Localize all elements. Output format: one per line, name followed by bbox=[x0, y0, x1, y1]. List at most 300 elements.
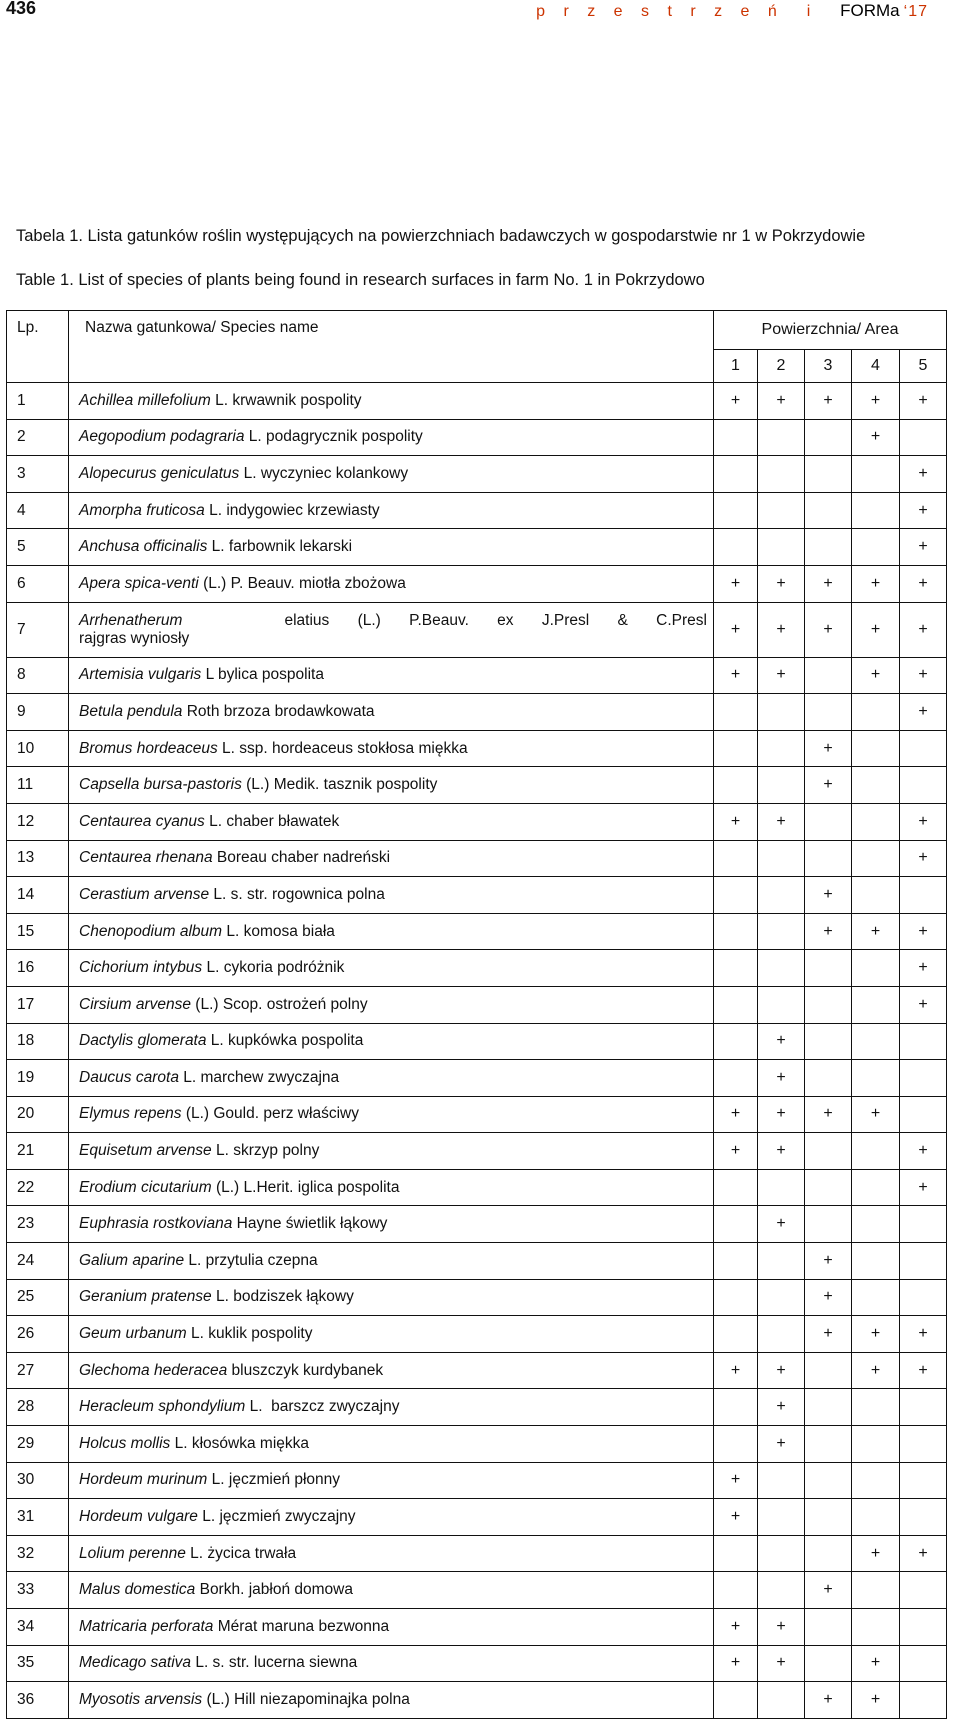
species-name-cell bbox=[69, 840, 714, 877]
row-lp: 21 bbox=[7, 1133, 69, 1170]
presence-cell bbox=[758, 913, 805, 950]
species-latin-name: Euphrasia rostkoviana bbox=[79, 1215, 233, 1233]
presence-cell bbox=[852, 1389, 900, 1426]
presence-cell: + bbox=[758, 602, 805, 657]
presence-cell bbox=[852, 529, 900, 566]
presence-cell: + bbox=[714, 383, 758, 420]
species-name-cell bbox=[69, 877, 714, 914]
species-latin-name: Geum urbanum bbox=[79, 1325, 187, 1343]
presence-cell bbox=[758, 1169, 805, 1206]
species-latin-name: Bromus hordeaceus bbox=[79, 739, 218, 757]
species-authority-common-name: L. ssp. hordeaceus stokłosa miękka bbox=[217, 739, 468, 757]
area-number: 1 bbox=[714, 350, 758, 383]
presence-cell bbox=[805, 1535, 852, 1572]
species-authority-common-name: L. chaber bławatek bbox=[204, 812, 340, 830]
presence-cell: + bbox=[758, 1133, 805, 1170]
species-name-cell bbox=[69, 694, 714, 731]
presence-cell bbox=[714, 877, 758, 914]
presence-cell: + bbox=[714, 1645, 758, 1682]
species-name-cell bbox=[69, 1426, 714, 1463]
presence-cell: + bbox=[714, 1352, 758, 1389]
presence-cell bbox=[852, 803, 900, 840]
species-authority-common-name: L. krwawnik pospolity bbox=[210, 391, 362, 409]
table-caption-en: Table 1. List of species of plants being found in research surfaces in farm No. 1 in Pokrzydowo bbox=[16, 271, 705, 289]
table-row bbox=[7, 1243, 947, 1280]
presence-cell bbox=[805, 1609, 852, 1646]
species-latin-name: Betula pendula bbox=[79, 702, 183, 720]
presence-cell: + bbox=[805, 730, 852, 767]
table-row bbox=[7, 657, 947, 694]
presence-cell bbox=[900, 1499, 947, 1536]
table-row bbox=[7, 1096, 947, 1133]
species-authority-common-name: (L.) Hill niezapominajka polna bbox=[202, 1690, 410, 1708]
row-lp: 9 bbox=[7, 694, 69, 731]
row-lp: 15 bbox=[7, 913, 69, 950]
species-name-cell bbox=[69, 730, 714, 767]
presence-cell bbox=[805, 803, 852, 840]
presence-cell bbox=[900, 1462, 947, 1499]
presence-cell bbox=[805, 1462, 852, 1499]
table-row bbox=[7, 950, 947, 987]
row-lp: 36 bbox=[7, 1682, 69, 1719]
presence-cell bbox=[900, 877, 947, 914]
row-lp: 28 bbox=[7, 1389, 69, 1426]
row-lp: 8 bbox=[7, 657, 69, 694]
species-name-cell bbox=[69, 602, 714, 657]
presence-cell bbox=[900, 1572, 947, 1609]
area-number: 4 bbox=[852, 350, 900, 383]
presence-cell: + bbox=[900, 840, 947, 877]
presence-cell bbox=[852, 730, 900, 767]
presence-cell bbox=[852, 1572, 900, 1609]
presence-cell: + bbox=[900, 1316, 947, 1353]
row-lp: 16 bbox=[7, 950, 69, 987]
presence-cell: + bbox=[900, 803, 947, 840]
species-latin-name: Centaurea cyanus bbox=[79, 812, 205, 830]
presence-cell: + bbox=[900, 492, 947, 529]
presence-cell: + bbox=[714, 565, 758, 602]
presence-cell bbox=[714, 1426, 758, 1463]
species-latin-name: Malus domestica bbox=[79, 1581, 196, 1599]
presence-cell bbox=[714, 1023, 758, 1060]
species-authority-common-name: L. s. str. lucerna siewna bbox=[191, 1654, 358, 1672]
presence-cell: + bbox=[714, 602, 758, 657]
species-name-cell bbox=[69, 456, 714, 493]
row-lp: 6 bbox=[7, 565, 69, 602]
presence-cell: + bbox=[805, 877, 852, 914]
presence-cell bbox=[805, 694, 852, 731]
presence-cell: + bbox=[900, 602, 947, 657]
header-area: Powierzchnia/ Area bbox=[714, 311, 947, 350]
species-name-cell bbox=[69, 1462, 714, 1499]
species-authority-common-name: Mérat maruna bezwonna bbox=[213, 1617, 390, 1635]
area-number: 3 bbox=[805, 350, 852, 383]
table-row bbox=[7, 1352, 947, 1389]
species-latin-name: Hordeum vulgare bbox=[79, 1508, 198, 1526]
species-name-cell bbox=[69, 529, 714, 566]
row-lp: 27 bbox=[7, 1352, 69, 1389]
presence-cell bbox=[714, 950, 758, 987]
species-latin-name: Heracleum sphondylium bbox=[79, 1398, 246, 1416]
presence-cell bbox=[758, 529, 805, 566]
row-lp: 17 bbox=[7, 986, 69, 1023]
table-row bbox=[7, 767, 947, 804]
presence-cell bbox=[758, 1572, 805, 1609]
species-latin-name: Cirsium arvense bbox=[79, 995, 191, 1013]
species-latin-name: Centaurea rhenana bbox=[79, 849, 213, 867]
species-latin-name: Glechoma hederacea bbox=[79, 1361, 228, 1379]
presence-cell bbox=[714, 492, 758, 529]
row-lp: 32 bbox=[7, 1535, 69, 1572]
presence-cell bbox=[805, 657, 852, 694]
presence-cell bbox=[900, 1389, 947, 1426]
presence-cell: + bbox=[805, 767, 852, 804]
presence-cell bbox=[900, 1609, 947, 1646]
presence-cell bbox=[852, 1023, 900, 1060]
species-latin-name: Galium aparine bbox=[79, 1251, 185, 1269]
species-authority-common-name: L. cykoria podróżnik bbox=[202, 959, 345, 977]
presence-cell bbox=[805, 1060, 852, 1097]
table-row bbox=[7, 565, 947, 602]
presence-cell: + bbox=[758, 1206, 805, 1243]
species-name-cell bbox=[69, 1133, 714, 1170]
species-latin-name: Lolium perenne bbox=[79, 1544, 186, 1562]
presence-cell bbox=[805, 1023, 852, 1060]
species-latin-name: Apera spica-venti bbox=[79, 574, 199, 592]
species-authority-common-name: (L.) P. Beauv. miotła zbożowa bbox=[198, 574, 406, 592]
presence-cell bbox=[852, 1133, 900, 1170]
species-latin-name: Daucus carota bbox=[79, 1068, 179, 1086]
presence-cell: + bbox=[805, 913, 852, 950]
species-authority-common-name: bluszczyk kurdybanek bbox=[227, 1361, 384, 1379]
species-authority-common-name: (L.) L.Herit. iglica pospolita bbox=[211, 1178, 400, 1196]
row-lp: 22 bbox=[7, 1169, 69, 1206]
table-row bbox=[7, 529, 947, 566]
row-lp: 30 bbox=[7, 1462, 69, 1499]
table-row bbox=[7, 1645, 947, 1682]
presence-cell: + bbox=[805, 1316, 852, 1353]
presence-cell bbox=[852, 986, 900, 1023]
species-name-cell bbox=[69, 986, 714, 1023]
species-authority-common-name: L. jęczmień zwyczajny bbox=[197, 1508, 356, 1526]
table-row bbox=[7, 913, 947, 950]
presence-cell bbox=[714, 1535, 758, 1572]
species-authority-common-name: Boreau chaber nadreński bbox=[212, 849, 391, 867]
presence-cell bbox=[805, 529, 852, 566]
presence-cell: + bbox=[852, 1352, 900, 1389]
species-name-cell bbox=[69, 1060, 714, 1097]
table-row bbox=[7, 419, 947, 456]
presence-cell bbox=[852, 840, 900, 877]
presence-cell bbox=[714, 767, 758, 804]
presence-cell: + bbox=[852, 1316, 900, 1353]
species-name-cell bbox=[69, 1389, 714, 1426]
presence-cell bbox=[714, 840, 758, 877]
presence-cell bbox=[805, 1389, 852, 1426]
presence-cell bbox=[714, 1682, 758, 1719]
species-authority-common-name: L. barszcz zwyczajny bbox=[245, 1398, 400, 1416]
presence-cell: + bbox=[900, 1535, 947, 1572]
presence-cell bbox=[900, 419, 947, 456]
species-name-cell bbox=[69, 913, 714, 950]
species-authority-common-name: L. bodziszek łąkowy bbox=[211, 1288, 354, 1306]
species-name-cell bbox=[69, 1316, 714, 1353]
presence-cell bbox=[758, 1499, 805, 1536]
presence-cell bbox=[900, 1206, 947, 1243]
journal-title bbox=[536, 1, 928, 21]
presence-cell: + bbox=[714, 1096, 758, 1133]
presence-cell bbox=[805, 1169, 852, 1206]
species-name-cell bbox=[69, 1499, 714, 1536]
presence-cell bbox=[805, 986, 852, 1023]
species-latin-name: Aegopodium podagraria bbox=[79, 428, 245, 446]
species-authority-common-name: L bylica pospolita bbox=[201, 666, 324, 684]
presence-cell bbox=[714, 529, 758, 566]
row-lp: 25 bbox=[7, 1279, 69, 1316]
page-number: 436 bbox=[6, 0, 37, 18]
presence-cell: + bbox=[758, 657, 805, 694]
row-lp: 10 bbox=[7, 730, 69, 767]
presence-cell bbox=[758, 492, 805, 529]
species-latin-name: Capsella bursa-pastoris bbox=[79, 776, 242, 794]
species-authority-common-name: L. podagrycznik pospolity bbox=[244, 428, 423, 446]
table-row bbox=[7, 1426, 947, 1463]
species-latin-name: Chenopodium album bbox=[79, 922, 223, 940]
table-row bbox=[7, 694, 947, 731]
presence-cell bbox=[758, 950, 805, 987]
species-authority-common-name: L. kłosówka miękka bbox=[170, 1434, 310, 1452]
species-latin-name: Achillea millefolium bbox=[79, 391, 211, 409]
presence-cell bbox=[852, 1060, 900, 1097]
presence-cell: + bbox=[805, 1279, 852, 1316]
presence-cell: + bbox=[852, 383, 900, 420]
presence-cell: + bbox=[758, 1060, 805, 1097]
table-row bbox=[7, 803, 947, 840]
presence-cell bbox=[805, 1133, 852, 1170]
table-row bbox=[7, 1023, 947, 1060]
table-row bbox=[7, 840, 947, 877]
presence-cell: + bbox=[758, 1023, 805, 1060]
table-row bbox=[7, 1389, 947, 1426]
presence-cell bbox=[852, 877, 900, 914]
presence-cell: + bbox=[758, 1426, 805, 1463]
presence-cell bbox=[758, 986, 805, 1023]
presence-cell: + bbox=[900, 383, 947, 420]
presence-cell: + bbox=[805, 1243, 852, 1280]
header-lp: Lp. bbox=[7, 311, 69, 383]
presence-cell bbox=[805, 1499, 852, 1536]
presence-cell bbox=[900, 1023, 947, 1060]
row-lp: 13 bbox=[7, 840, 69, 877]
presence-cell bbox=[852, 950, 900, 987]
presence-cell bbox=[714, 1316, 758, 1353]
presence-cell bbox=[852, 1169, 900, 1206]
presence-cell bbox=[805, 1206, 852, 1243]
presence-cell bbox=[852, 694, 900, 731]
species-name-cell bbox=[69, 1352, 714, 1389]
presence-cell: + bbox=[805, 602, 852, 657]
presence-cell bbox=[900, 1279, 947, 1316]
row-lp: 35 bbox=[7, 1645, 69, 1682]
species-authority-common-name: L. indygowiec krzewiasty bbox=[204, 501, 380, 519]
presence-cell bbox=[852, 1279, 900, 1316]
presence-cell bbox=[714, 456, 758, 493]
presence-cell bbox=[714, 730, 758, 767]
presence-cell: + bbox=[758, 1609, 805, 1646]
presence-cell bbox=[758, 1279, 805, 1316]
presence-cell: + bbox=[758, 803, 805, 840]
table-row bbox=[7, 1279, 947, 1316]
presence-cell: + bbox=[900, 913, 947, 950]
species-name-cell bbox=[69, 1535, 714, 1572]
row-lp: 34 bbox=[7, 1609, 69, 1646]
presence-cell bbox=[900, 1682, 947, 1719]
row-lp: 2 bbox=[7, 419, 69, 456]
table-row bbox=[7, 730, 947, 767]
table-row bbox=[7, 456, 947, 493]
table-row bbox=[7, 492, 947, 529]
presence-cell: + bbox=[805, 383, 852, 420]
presence-cell: + bbox=[852, 419, 900, 456]
species-authority-common-name: L. kuklik pospolity bbox=[186, 1325, 313, 1343]
row-lp: 26 bbox=[7, 1316, 69, 1353]
row-lp: 29 bbox=[7, 1426, 69, 1463]
presence-cell: + bbox=[852, 657, 900, 694]
species-name-cell bbox=[69, 1609, 714, 1646]
presence-cell: + bbox=[852, 1645, 900, 1682]
row-lp: 20 bbox=[7, 1096, 69, 1133]
species-latin-name: Holcus mollis bbox=[79, 1434, 171, 1452]
presence-cell bbox=[758, 1535, 805, 1572]
table-row bbox=[7, 1535, 947, 1572]
row-lp: 1 bbox=[7, 383, 69, 420]
species-latin-name: Cerastium arvense bbox=[79, 885, 210, 903]
row-lp: 19 bbox=[7, 1060, 69, 1097]
presence-cell: + bbox=[758, 1352, 805, 1389]
presence-cell bbox=[805, 456, 852, 493]
presence-cell bbox=[900, 1060, 947, 1097]
presence-cell: + bbox=[714, 1499, 758, 1536]
presence-cell bbox=[714, 986, 758, 1023]
table-row bbox=[7, 1462, 947, 1499]
presence-cell bbox=[805, 492, 852, 529]
row-lp: 7 bbox=[7, 602, 69, 657]
presence-cell bbox=[758, 730, 805, 767]
table-row bbox=[7, 986, 947, 1023]
species-latin-name: Hordeum murinum bbox=[79, 1471, 208, 1489]
species-latin-name: Alopecurus geniculatus bbox=[79, 464, 240, 482]
presence-cell bbox=[758, 1316, 805, 1353]
presence-cell: + bbox=[900, 456, 947, 493]
species-authority-common-name: L. jęczmień płonny bbox=[207, 1471, 341, 1489]
species-name-cell bbox=[69, 1645, 714, 1682]
presence-cell bbox=[758, 1462, 805, 1499]
species-authority-common-name: L. skrzyp polny bbox=[211, 1142, 320, 1160]
presence-cell bbox=[900, 730, 947, 767]
presence-cell bbox=[805, 1645, 852, 1682]
presence-cell bbox=[758, 419, 805, 456]
species-authority-common-name: (L.) Scop. ostrożeń polny bbox=[190, 995, 368, 1013]
presence-cell: + bbox=[900, 529, 947, 566]
table-row bbox=[7, 1682, 947, 1719]
presence-cell: + bbox=[805, 565, 852, 602]
journal-name: p r z e s t r z e ń i bbox=[536, 3, 841, 20]
row-lp: 11 bbox=[7, 767, 69, 804]
presence-cell: + bbox=[714, 803, 758, 840]
area-number: 5 bbox=[900, 350, 947, 383]
species-authority-common-name: L. farbownik lekarski bbox=[207, 538, 353, 556]
presence-cell: + bbox=[900, 986, 947, 1023]
area-number: 2 bbox=[758, 350, 805, 383]
presence-cell: + bbox=[714, 1609, 758, 1646]
species-name-cell bbox=[69, 1682, 714, 1719]
species-authority-common-name: L. komosa biała bbox=[222, 922, 335, 940]
presence-cell: + bbox=[852, 1096, 900, 1133]
species-latin-name: Cichorium intybus bbox=[79, 959, 203, 977]
presence-cell bbox=[900, 1426, 947, 1463]
species-latin-name: Equisetum arvense bbox=[79, 1142, 212, 1160]
presence-cell bbox=[758, 456, 805, 493]
presence-cell bbox=[758, 840, 805, 877]
presence-cell bbox=[714, 419, 758, 456]
species-name-cell bbox=[69, 767, 714, 804]
table-row bbox=[7, 1572, 947, 1609]
presence-cell bbox=[714, 1060, 758, 1097]
species-name-cell bbox=[69, 657, 714, 694]
species-name-cell bbox=[69, 950, 714, 987]
species-latin-name: Erodium cicutarium bbox=[79, 1178, 212, 1196]
presence-cell bbox=[714, 1243, 758, 1280]
presence-cell bbox=[852, 1462, 900, 1499]
table-header-row bbox=[7, 311, 947, 350]
species-table bbox=[6, 310, 947, 1719]
presence-cell: + bbox=[758, 1389, 805, 1426]
table-row bbox=[7, 1206, 947, 1243]
species-authority-common-name: L. s. str. rogownica polna bbox=[209, 885, 385, 903]
table-row bbox=[7, 1169, 947, 1206]
presence-cell bbox=[852, 1499, 900, 1536]
table-row bbox=[7, 602, 947, 657]
species-latin-name: Medicago sativa bbox=[79, 1654, 192, 1672]
running-header bbox=[0, 0, 960, 22]
presence-cell bbox=[714, 1169, 758, 1206]
species-latin-name: Geranium pratense bbox=[79, 1288, 212, 1306]
species-name-cell bbox=[69, 1169, 714, 1206]
presence-cell: + bbox=[900, 950, 947, 987]
presence-cell: + bbox=[714, 657, 758, 694]
species-name-cell bbox=[69, 803, 714, 840]
table-row bbox=[7, 1499, 947, 1536]
presence-cell bbox=[758, 767, 805, 804]
row-lp: 31 bbox=[7, 1499, 69, 1536]
presence-cell bbox=[900, 1645, 947, 1682]
presence-cell: + bbox=[758, 383, 805, 420]
table-caption-pl: Tabela 1. Lista gatunków roślin występujących na powierzchniach badawczych w gospodarstwie nr 1 w Pokrzydowie bbox=[16, 227, 866, 245]
presence-cell: + bbox=[714, 1133, 758, 1170]
presence-cell: + bbox=[852, 1682, 900, 1719]
presence-cell bbox=[852, 492, 900, 529]
table-row bbox=[7, 383, 947, 420]
species-latin-name: Artemisia vulgaris bbox=[79, 666, 202, 684]
presence-cell: + bbox=[805, 1572, 852, 1609]
species-name-cell bbox=[69, 1572, 714, 1609]
presence-cell bbox=[758, 1682, 805, 1719]
presence-cell: + bbox=[805, 1682, 852, 1719]
journal-forma: FORMa bbox=[840, 1, 900, 20]
presence-cell: + bbox=[900, 1352, 947, 1389]
header-species-name: Nazwa gatunkowa/ Species name bbox=[69, 311, 714, 383]
presence-cell bbox=[900, 767, 947, 804]
